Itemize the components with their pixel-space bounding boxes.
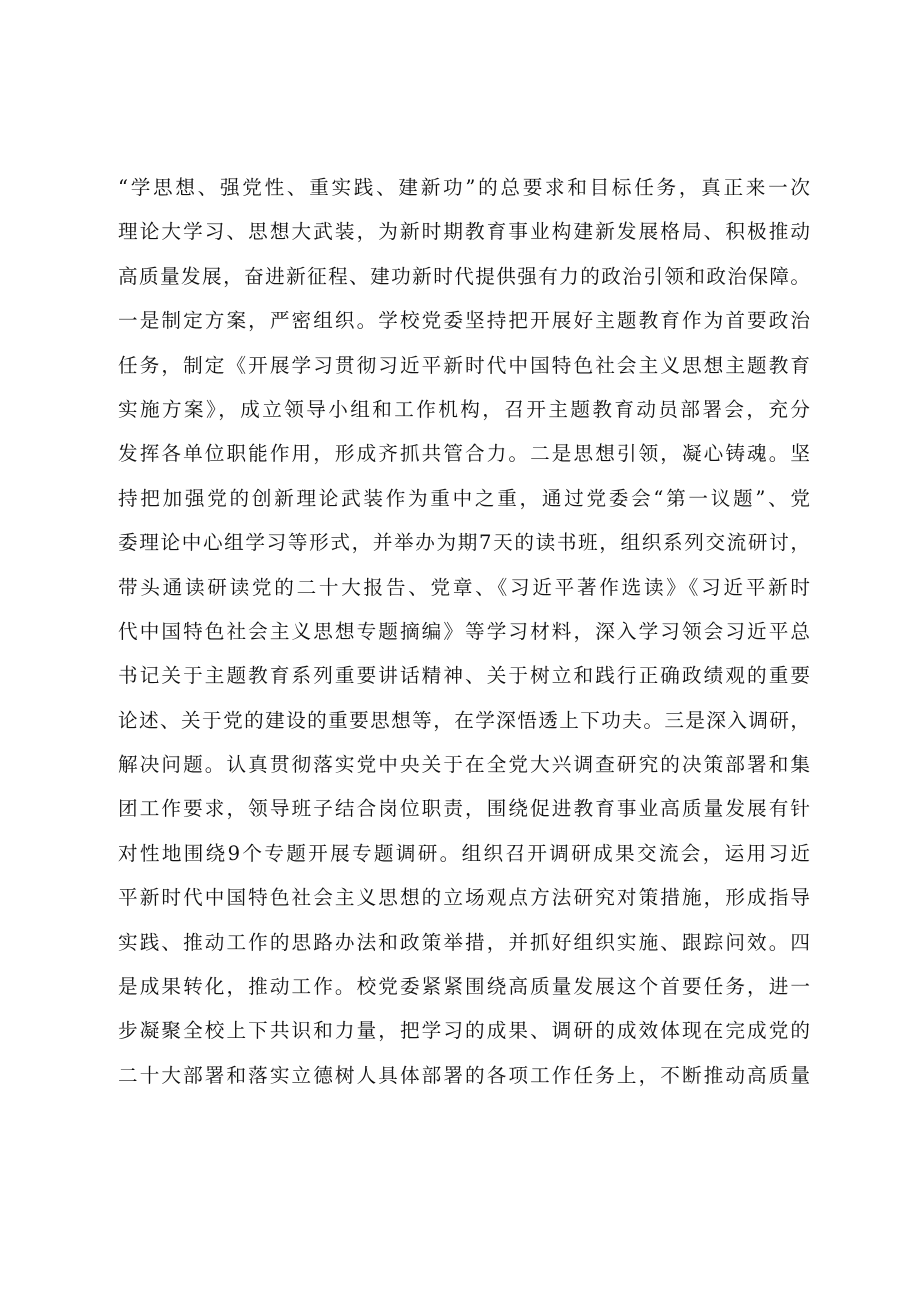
text-line: 代中国特色社会主义思想专题摘编》等学习材料，深入学习领会习近平总 <box>118 619 810 643</box>
text-line: 持把加强党的创新理论武装作为重中之重，通过党委会“第一议题”、党 <box>118 486 810 510</box>
text-line: 对性地围绕9个专题开展专题调研。组织召开调研成果交流会，运用习近 <box>118 841 810 865</box>
text-line: 步凝聚全校上下共识和力量，把学习的成果、调研的成效体现在完成党的 <box>118 1019 810 1043</box>
text-line: 发挥各单位职能作用，形成齐抓共管合力。二是思想引领，凝心铸魂。坚 <box>118 442 810 466</box>
text-line: 实施方案》，成立领导小组和工作机构，召开主题教育动员部署会，充分 <box>118 397 810 421</box>
text-line: 解决问题。认真贯彻落实党中央关于在全党大兴调查研究的决策部署和集 <box>118 753 810 777</box>
text-line: “学思想、强党性、重实践、建新功”的总要求和目标任务，真正来一次 <box>118 176 810 199</box>
text-line: 平新时代中国特色社会主义思想的立场观点方法研究对策措施，形成指导 <box>118 886 810 910</box>
text-line: 是成果转化，推动工作。校党委紧紧围绕高质量发展这个首要任务，进一 <box>118 975 810 999</box>
text-line: 团工作要求，领导班子结合岗位职责，围绕促进教育事业高质量发展有针 <box>118 797 810 821</box>
text-line: 高质量发展，奋进新征程、建功新时代提供强有力的政治引领和政治保障。 <box>118 264 810 288</box>
text-line: 实践、推动工作的思路办法和政策举措，并抓好组织实施、跟踪问效。四 <box>118 930 810 954</box>
text-line: 理论大学习、思想大武装，为新时期教育事业构建新发展格局、积极推动 <box>118 220 810 244</box>
text-line: 一是制定方案，严密组织。学校党委坚持把开展好主题教育作为首要政治 <box>118 309 810 333</box>
text-line: 书记关于主题教育系列重要讲话精神、关于树立和践行正确政绩观的重要 <box>118 664 810 688</box>
text-line: 二十大部署和落实立德树人具体部署的各项工作任务上，不断推动高质量 <box>118 1063 810 1087</box>
body-paragraph <box>118 166 810 1098</box>
text-line: 任务，制定《开展学习贯彻习近平新时代中国特色社会主义思想主题教育 <box>118 353 810 377</box>
text-line: 委理论中心组学习等形式，并举办为期7天的读书班，组织系列交流研讨， <box>118 531 810 555</box>
text-line: 带头通读研读党的二十大报告、党章、《习近平著作选读》《习近平新时 <box>118 575 810 599</box>
text-line: 论述、关于党的建设的重要思想等，在学深悟透上下功夫。三是深入调研， <box>118 708 810 732</box>
